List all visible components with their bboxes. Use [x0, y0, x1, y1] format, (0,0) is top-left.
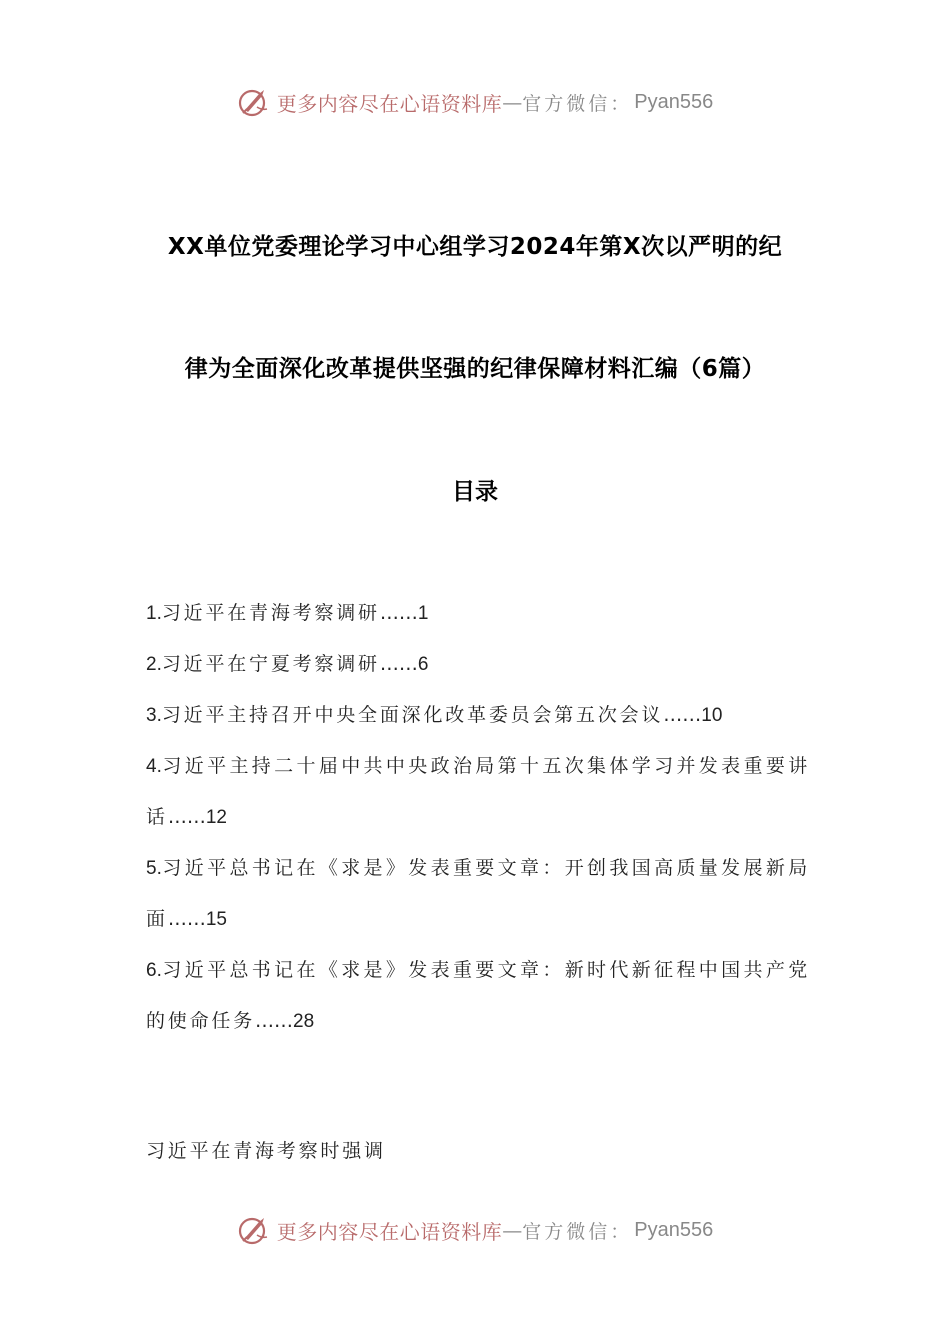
watermark-separator: —: [502, 90, 523, 114]
toc-item: 5.习近平总书记在《求是》发表重要文章：开创我国高质量发展新局面……15: [146, 857, 810, 930]
toc-item: 3.习近平主持召开中央全面深化改革委员会第五次会议……10: [146, 704, 723, 726]
header-watermark: [0, 80, 950, 124]
watermark-text: 更多内容尽在心语资料库: [276, 91, 503, 116]
watermark-wechat-id: Pyan556: [634, 90, 714, 113]
section-heading: 习近平在青海考察时强调: [146, 1140, 386, 1162]
watermark-label: 官方微信：: [522, 92, 633, 115]
document-title-line-2: 律为全面深化改革提供坚强的纪律保障材料汇编（6篇）: [184, 356, 766, 382]
watermark-wechat-id: Pyan556: [634, 1218, 714, 1241]
pen-logo-icon: [237, 1213, 271, 1247]
table-of-contents: [146, 588, 810, 1047]
document-title-line-1: XX单位党委理论学习中心组学习2024年第X次以严明的纪: [167, 234, 783, 260]
footer-watermark: [0, 1208, 950, 1252]
toc-item: 1.习近平在青海考察调研……1: [146, 602, 429, 624]
pen-logo-icon: [237, 85, 271, 119]
watermark-separator: —: [502, 1218, 523, 1242]
toc-item: 2.习近平在宁夏考察调研……6: [146, 653, 429, 675]
toc-heading: 目录: [452, 479, 498, 505]
watermark-text: 更多内容尽在心语资料库: [276, 1219, 503, 1244]
toc-item: 6.习近平总书记在《求是》发表重要文章：新时代新征程中国共产党的使命任务……28: [146, 959, 810, 1032]
toc-item: 4.习近平主持二十届中共中央政治局第十五次集体学习并发表重要讲话……12: [146, 755, 810, 828]
watermark-label: 官方微信：: [522, 1220, 633, 1243]
